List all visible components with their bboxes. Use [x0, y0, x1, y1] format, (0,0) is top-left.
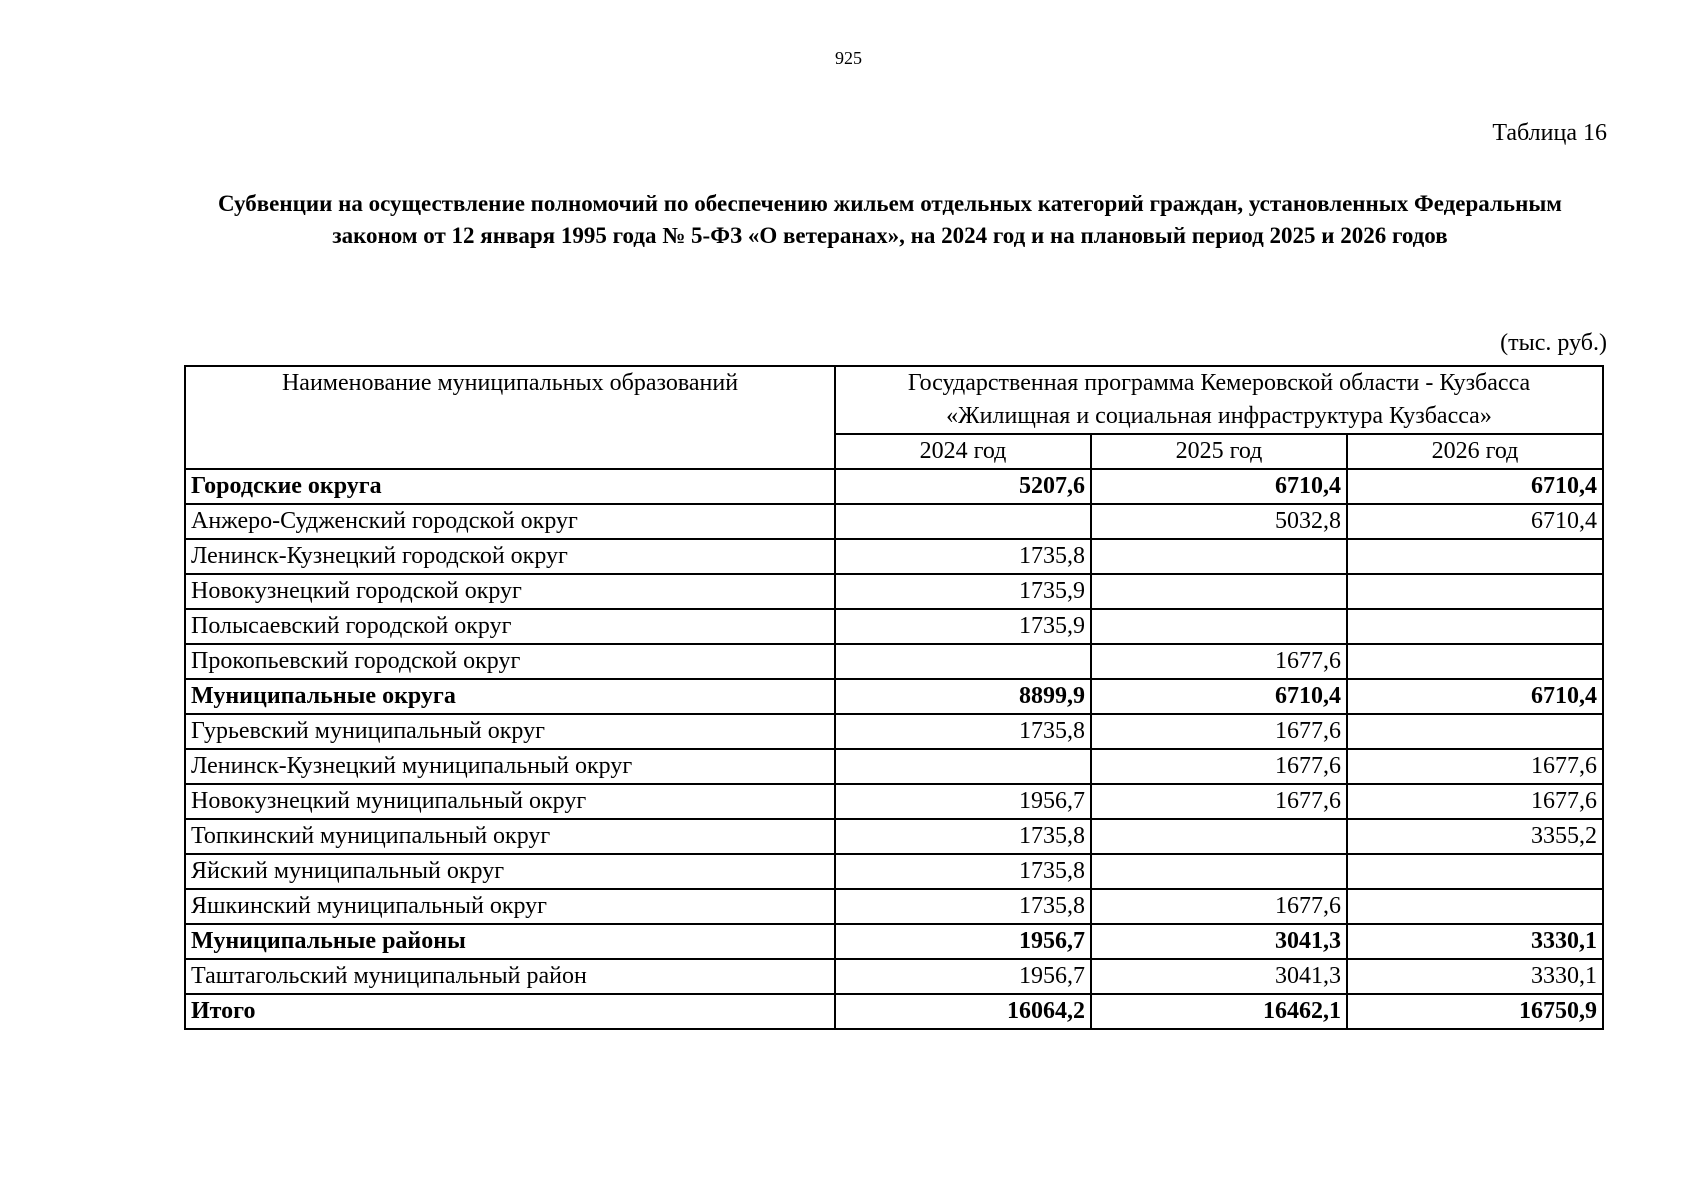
- cell-2025: [1091, 539, 1347, 574]
- cell-2024: 1735,8: [835, 854, 1091, 889]
- cell-name: Гурьевский муниципальный округ: [185, 714, 835, 749]
- cell-name: Новокузнецкий муниципальный округ: [185, 784, 835, 819]
- table-row: [185, 889, 1603, 924]
- cell-2026: [1347, 714, 1603, 749]
- cell-2024: 1735,8: [835, 714, 1091, 749]
- cell-2026: [1347, 644, 1603, 679]
- table-body: [185, 469, 1603, 1029]
- cell-2024: 1956,7: [835, 959, 1091, 994]
- cell-name: Муниципальные районы: [185, 924, 835, 959]
- document-title: Субвенции на осуществление полномочий по обеспечению жильем отдельных категорий граждан, установленных Федеральным законом от 12 января 1995 года № 5-ФЗ «О ветеранах», на 2024 год и на плановый период 2025 и 2026 годов: [218, 191, 1562, 248]
- table-row: [185, 714, 1603, 749]
- cell-2026: 6710,4: [1347, 679, 1603, 714]
- cell-2025: [1091, 609, 1347, 644]
- cell-name: Анжеро-Судженский городской округ: [185, 504, 835, 539]
- cell-2024: 1735,8: [835, 889, 1091, 924]
- table-row: [185, 959, 1603, 994]
- header-program: [835, 366, 1603, 434]
- table-row: [185, 819, 1603, 854]
- cell-name: Полысаевский городской округ: [185, 609, 835, 644]
- cell-2025: 1677,6: [1091, 644, 1347, 679]
- cell-2025: 6710,4: [1091, 469, 1347, 504]
- cell-2025: [1091, 854, 1347, 889]
- header-program-line-1: Государственная программа Кемеровской области - Кузбасса: [907, 370, 1531, 396]
- table-row: [185, 749, 1603, 784]
- cell-2025: 5032,8: [1091, 504, 1347, 539]
- table-row: [185, 539, 1603, 574]
- table-label: Таблица 16: [1492, 120, 1607, 146]
- cell-2026: 6710,4: [1347, 469, 1603, 504]
- cell-name: Итого: [185, 994, 835, 1029]
- cell-name: Прокопьевский городской округ: [185, 644, 835, 679]
- cell-name: Новокузнецкий городской округ: [185, 574, 835, 609]
- cell-name: Топкинский муниципальный округ: [185, 819, 835, 854]
- cell-2025: 1677,6: [1091, 714, 1347, 749]
- cell-2026: 1677,6: [1347, 784, 1603, 819]
- cell-name: Таштагольский муниципальный район: [185, 959, 835, 994]
- units-label: (тыс. руб.): [1500, 330, 1607, 356]
- cell-2025: 1677,6: [1091, 784, 1347, 819]
- table-row: [185, 504, 1603, 539]
- cell-2024: 1956,7: [835, 784, 1091, 819]
- cell-name: Ленинск-Кузнецкий муниципальный округ: [185, 749, 835, 784]
- cell-2025: 1677,6: [1091, 889, 1347, 924]
- table-row: [185, 679, 1603, 714]
- cell-2024: 1735,9: [835, 574, 1091, 609]
- cell-2025: 3041,3: [1091, 959, 1347, 994]
- cell-2026: 3330,1: [1347, 924, 1603, 959]
- cell-name: Муниципальные округа: [185, 679, 835, 714]
- header-year-2025: 2025 год: [1091, 434, 1347, 469]
- cell-2025: [1091, 819, 1347, 854]
- cell-2024: [835, 504, 1091, 539]
- header-program-line-2: «Жилищная и социальная инфраструктура Кузбасса»: [946, 403, 1492, 429]
- table-row: [185, 784, 1603, 819]
- table-row: [185, 469, 1603, 504]
- cell-name: Яшкинский муниципальный округ: [185, 889, 835, 924]
- cell-2024: [835, 644, 1091, 679]
- cell-2026: [1347, 854, 1603, 889]
- cell-2026: 6710,4: [1347, 504, 1603, 539]
- cell-2025: 6710,4: [1091, 679, 1347, 714]
- cell-2026: [1347, 574, 1603, 609]
- header-name-column: Наименование муниципальных образований: [185, 366, 835, 469]
- table-row: [185, 854, 1603, 889]
- table-row: [185, 994, 1603, 1029]
- header-year-2026: 2026 год: [1347, 434, 1603, 469]
- cell-2025: 16462,1: [1091, 994, 1347, 1029]
- table-row: [185, 574, 1603, 609]
- cell-name: Ленинск-Кузнецкий городской округ: [185, 539, 835, 574]
- header-year-2024: 2024 год: [835, 434, 1091, 469]
- cell-2024: 8899,9: [835, 679, 1091, 714]
- cell-2024: [835, 749, 1091, 784]
- cell-name: Городские округа: [185, 469, 835, 504]
- cell-2026: [1347, 609, 1603, 644]
- header-row-1: [185, 366, 1603, 434]
- cell-2026: [1347, 539, 1603, 574]
- cell-2026: 3330,1: [1347, 959, 1603, 994]
- cell-2026: 16750,9: [1347, 994, 1603, 1029]
- cell-2024: 5207,6: [835, 469, 1091, 504]
- cell-name: Яйский муниципальный округ: [185, 854, 835, 889]
- cell-2024: 1735,8: [835, 819, 1091, 854]
- table-row: [185, 609, 1603, 644]
- table-row: [185, 924, 1603, 959]
- table-row: [185, 644, 1603, 679]
- cell-2026: 1677,6: [1347, 749, 1603, 784]
- cell-2025: 3041,3: [1091, 924, 1347, 959]
- cell-2024: 1956,7: [835, 924, 1091, 959]
- cell-2026: [1347, 889, 1603, 924]
- cell-2026: 3355,2: [1347, 819, 1603, 854]
- cell-2024: 16064,2: [835, 994, 1091, 1029]
- page-number: 925: [835, 48, 862, 68]
- subventions-table: [184, 365, 1604, 1030]
- cell-2024: 1735,8: [835, 539, 1091, 574]
- cell-2025: [1091, 574, 1347, 609]
- cell-2024: 1735,9: [835, 609, 1091, 644]
- cell-2025: 1677,6: [1091, 749, 1347, 784]
